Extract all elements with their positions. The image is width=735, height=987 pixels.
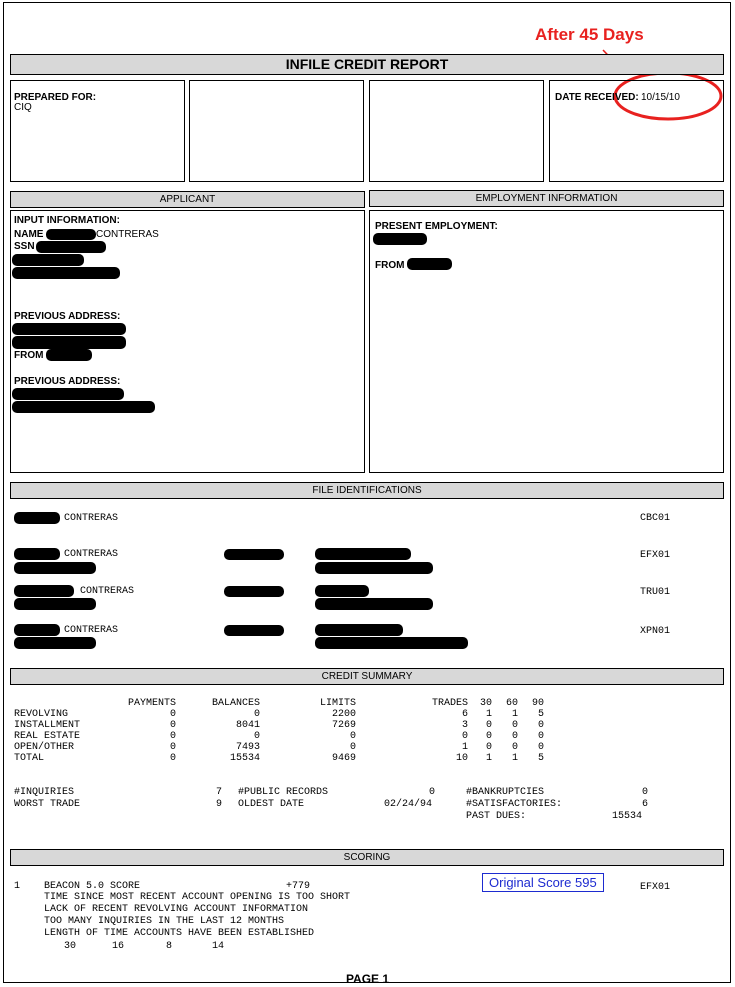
redacted-fileid-xpn-address-2 <box>315 637 468 649</box>
redacted-fileid-tru-address-2 <box>315 598 433 610</box>
col-30: 30 <box>479 698 492 709</box>
score-reason-4: LENGTH OF TIME ACCOUNTS HAVE BEEN ESTABLISHED <box>44 928 315 939</box>
col-60: 60 <box>505 698 518 709</box>
score-reason-code-3: 8 <box>166 941 173 952</box>
col-balances: BALANCES <box>211 698 260 709</box>
redacted-fileid-tru-line2 <box>14 598 96 610</box>
redacted-prev-address-2-line-1 <box>12 388 124 400</box>
original-score-annotation: Original Score 595 <box>482 873 604 892</box>
file-identifications-header: FILE IDENTIFICATIONS <box>10 482 724 499</box>
redacted-employer <box>373 233 427 245</box>
bankruptcies-label: #BANKRUPTCIES <box>466 787 545 798</box>
oldest-date-label: OLDEST DATE <box>238 799 305 810</box>
col-payments: PAYMENTS <box>127 698 176 709</box>
fileid-cbc-code: CBC01 <box>640 513 671 524</box>
summary-row-real-estate: REAL ESTATE 0 0 0 0 0 0 0 <box>14 731 544 742</box>
score-reason-2: LACK OF RECENT REVOLVING ACCOUNT INFORMATION <box>44 904 309 915</box>
credit-summary-header-row <box>14 698 544 709</box>
public-records-label: #PUBLIC RECORDS <box>238 787 329 798</box>
redacted-fileid-tru-address-1 <box>315 585 369 597</box>
redacted-fileid-xpn-line2 <box>14 637 96 649</box>
col-limits: LIMITS <box>319 698 356 709</box>
redacted-ssn <box>36 241 106 253</box>
header-box-2 <box>189 80 364 182</box>
redacted-employment-from-date <box>407 258 452 270</box>
fileid-xpn-surname: CONTRERAS <box>64 625 119 636</box>
credit-summary-header: CREDIT SUMMARY <box>10 668 724 685</box>
summary-row-total: TOTAL 0 15534 9469 10 1 1 5 <box>14 753 544 764</box>
redacted-prev-address-1-line-1 <box>12 323 126 335</box>
score-reason-code-2: 16 <box>112 941 125 952</box>
redacted-from-date <box>46 349 92 361</box>
employment-header: EMPLOYMENT INFORMATION <box>369 190 724 207</box>
col-trades: TRADES <box>431 698 468 709</box>
redacted-fileid-cbc-name <box>14 512 60 524</box>
fileid-tru-surname: CONTRERAS <box>80 586 135 597</box>
redacted-fileid-efx-ssn <box>224 549 284 560</box>
public-records-value: 0 <box>429 787 436 798</box>
past-dues-value: 15534 <box>612 811 643 822</box>
bankruptcies-value: 0 <box>642 787 649 798</box>
redacted-fileid-efx-address-2 <box>315 562 433 574</box>
score-reason-code-4: 14 <box>212 941 225 952</box>
redacted-fileid-xpn-name <box>14 624 60 636</box>
ssn-label: SSN <box>14 241 35 252</box>
name-label: NAME <box>14 229 44 240</box>
page-number: PAGE 1 <box>345 972 390 986</box>
satisfactories-label: #SATISFACTORIES: <box>466 799 563 810</box>
previous-address-label-1: PREVIOUS ADDRESS: <box>14 311 121 322</box>
employment-box <box>369 210 724 473</box>
date-received-label: DATE RECEIVED: <box>555 92 639 103</box>
summary-row-installment: INSTALLMENT 0 8041 7269 3 0 0 0 <box>14 720 544 731</box>
prepared-for-value: CIQ <box>14 102 32 113</box>
satisfactories-value: 6 <box>642 799 649 810</box>
fileid-xpn-code: XPN01 <box>640 626 671 637</box>
redacted-fileid-efx-line2 <box>14 562 96 574</box>
worst-trade-label: WORST TRADE <box>14 799 81 810</box>
score-bureau-code: EFX01 <box>640 882 671 893</box>
credit-summary-table <box>14 698 544 764</box>
inquiries-value: 7 <box>216 787 223 798</box>
prepared-for-label: PREPARED FOR: <box>14 92 97 103</box>
score-value: +779 <box>286 881 311 892</box>
fileid-efx-surname: CONTRERAS <box>64 549 119 560</box>
redacted-fileid-xpn-address-1 <box>315 624 403 636</box>
inquiries-label: #INQUIRIES <box>14 787 75 798</box>
fileid-cbc-surname: CONTRERAS <box>64 513 119 524</box>
applicant-header: APPLICANT <box>10 191 365 208</box>
redacted-address-line-1 <box>12 254 84 266</box>
previous-address-label-2: PREVIOUS ADDRESS: <box>14 376 121 387</box>
scoring-header: SCORING <box>10 849 724 866</box>
score-reason-1: TIME SINCE MOST RECENT ACCOUNT OPENING IS TOO SHORT <box>44 892 351 903</box>
header-box-3 <box>369 80 544 182</box>
past-dues-label: PAST DUES: <box>466 811 527 822</box>
present-employment-label: PRESENT EMPLOYMENT: <box>375 221 498 232</box>
score-model: BEACON 5.0 SCORE <box>44 881 141 892</box>
summary-row-open-other: OPEN/OTHER 0 7493 0 1 0 0 0 <box>14 742 544 753</box>
worst-trade-value: 9 <box>216 799 223 810</box>
redacted-fileid-efx-name <box>14 548 60 560</box>
fileid-efx-code: EFX01 <box>640 550 671 561</box>
score-index: 1 <box>14 881 21 892</box>
applicant-name-value: CONTRERAS <box>96 229 159 240</box>
redacted-fileid-tru-name <box>14 585 74 597</box>
redacted-fileid-tru-ssn <box>224 586 284 597</box>
redacted-first-name <box>46 229 96 240</box>
employment-from-label: FROM <box>375 260 405 271</box>
redacted-fileid-efx-address-1 <box>315 548 411 560</box>
redacted-prev-address-1-line-2 <box>12 336 126 349</box>
redacted-fileid-xpn-ssn <box>224 625 284 636</box>
score-reason-code-1: 30 <box>64 941 77 952</box>
fileid-tru-code: TRU01 <box>640 587 671 598</box>
report-title: INFILE CREDIT REPORT <box>10 54 724 75</box>
date-received-value: 10/15/10 <box>641 92 680 103</box>
redacted-prev-address-2-line-2 <box>12 401 155 413</box>
redacted-address-line-2 <box>12 267 120 279</box>
input-information-label: INPUT INFORMATION: <box>14 215 120 226</box>
after-days-annotation: After 45 Days <box>535 25 644 44</box>
col-90: 90 <box>531 698 544 709</box>
from-label: FROM <box>14 350 44 361</box>
summary-row-revolving: REVOLVING 0 0 2200 6 1 1 5 <box>14 709 544 720</box>
score-reason-3: TOO MANY INQUIRIES IN THE LAST 12 MONTHS <box>44 916 285 927</box>
oldest-date-value: 02/24/94 <box>384 799 433 810</box>
